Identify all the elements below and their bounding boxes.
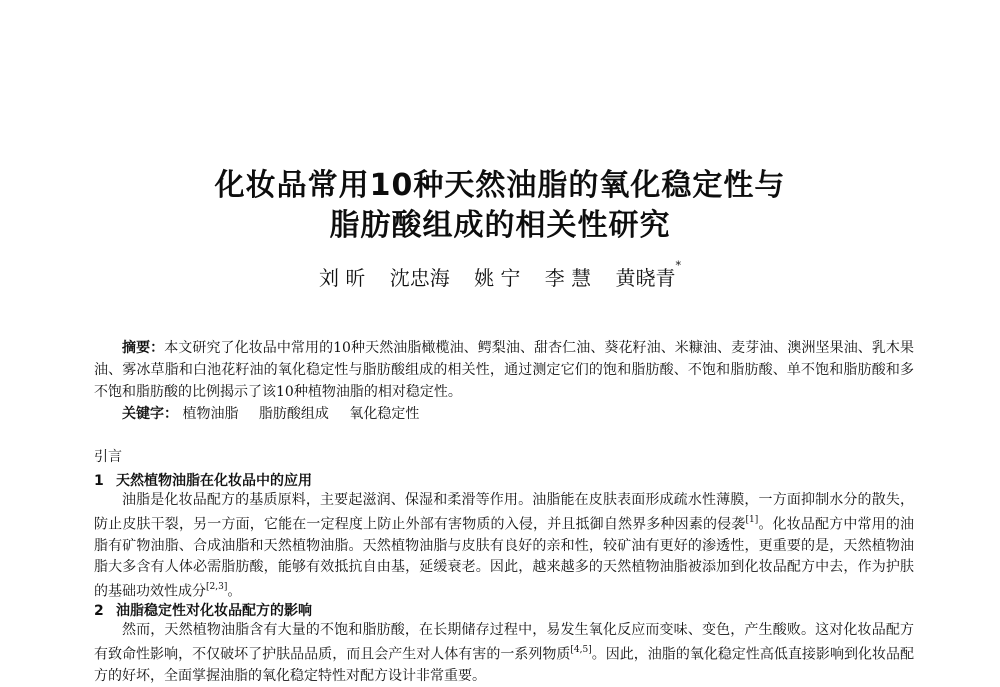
abstract-text: 本文研究了化妆品中常用的10种天然油脂橄榄油、鳄梨油、甜杏仁油、葵花籽油、米糠油、麦芽油、澳洲坚果油、乳木果油、雾冰草脂和白池花籽油的氧化稳定性与脂肪酸组成的相关性，通过测定它们的饱和脂肪酸、不饱和脂肪酸、单不饱和脂肪酸和多不饱和脂肪酸的比例揭示了该10种植物油脂的相对稳定性。: [94, 340, 915, 400]
keywords: [122, 403, 435, 425]
citation: [2,3]: [206, 581, 228, 592]
keyword: 植物油脂: [182, 406, 239, 422]
section-2-paragraph: [94, 620, 914, 687]
paragraph-text: 油脂是化妆品配方的基质原料，主要起滋润、保湿和柔滑等作用。油脂能在皮肤表面形成疏水性薄膜，一方面抑制水分的散失，防止皮肤干裂，另一方面，它能在一定程度上防止外部有害物质的入侵，并且抵御自然界多种因素的侵袭: [94, 492, 914, 533]
author-name-corresponding: [615, 259, 682, 290]
paragraph-text: 。: [227, 583, 242, 600]
paragraph-text: 然而，天然植物油脂含有大量的不饱和脂肪酸，在长期储存过程中，易发生氧化反应而变味、变色，产生酸败。这对化妆品配方有致命性影响，不仅破坏了护肤品品质，而且会产生对人体有害的一系列物质: [94, 622, 914, 663]
paper-title-line-1: 化妆品常用10种天然油脂的氧化稳定性与: [214, 168, 786, 203]
author-list: [0, 259, 1000, 291]
citation: [1]: [745, 515, 759, 525]
section-number: 2: [94, 603, 104, 619]
keyword: 脂肪酸组成: [258, 406, 329, 422]
author-name: 刘 昕: [318, 266, 366, 290]
corresponding-author-mark: *: [675, 259, 681, 273]
author-name: 黄晓青: [615, 266, 676, 290]
author-name: 沈忠海: [389, 266, 450, 290]
section-1-paragraph: [94, 490, 914, 602]
author-name: 姚 宁: [474, 266, 521, 290]
citation: [4,5]: [570, 645, 592, 655]
paper-title-line-2: 脂肪酸组成的相关性研究: [329, 208, 671, 243]
paragraph-text: 。化妆品配方中常用的油脂有矿物油脂、合成油脂和天然植物油脂。天然植物油脂与皮肤有良好的亲和性，较矿油有更好的渗透性，更重要的是，天然植物油脂大多含有人体必需脂肪酸，能够有效抵抗自由基，延缓衰老。因此，越来越多的天然植物油脂被添加到化妆品配方中去，作为护肤的基础功效性成分: [94, 516, 915, 600]
section-title: 油脂稳定性对化妆品配方的影响: [116, 603, 312, 619]
section-title: 天然植物油脂在化妆品中的应用: [116, 473, 312, 489]
keywords-label: 关键字：: [122, 406, 178, 422]
section-1-heading: [94, 470, 312, 490]
section-number: 1: [94, 473, 104, 489]
intro-heading: 引言: [94, 449, 122, 465]
abstract: [94, 337, 914, 403]
author-name: 李 慧: [544, 266, 592, 290]
section-2-heading: [94, 600, 312, 620]
keyword: 氧化稳定性: [349, 406, 420, 422]
abstract-label: 摘要：: [122, 340, 165, 356]
paragraph-text: 。因此，油脂的氧化稳定性高低直接影响到化妆品配方的好坏，全面掌握油脂的氧化稳定特性对配方设计非常重要。: [94, 646, 914, 684]
